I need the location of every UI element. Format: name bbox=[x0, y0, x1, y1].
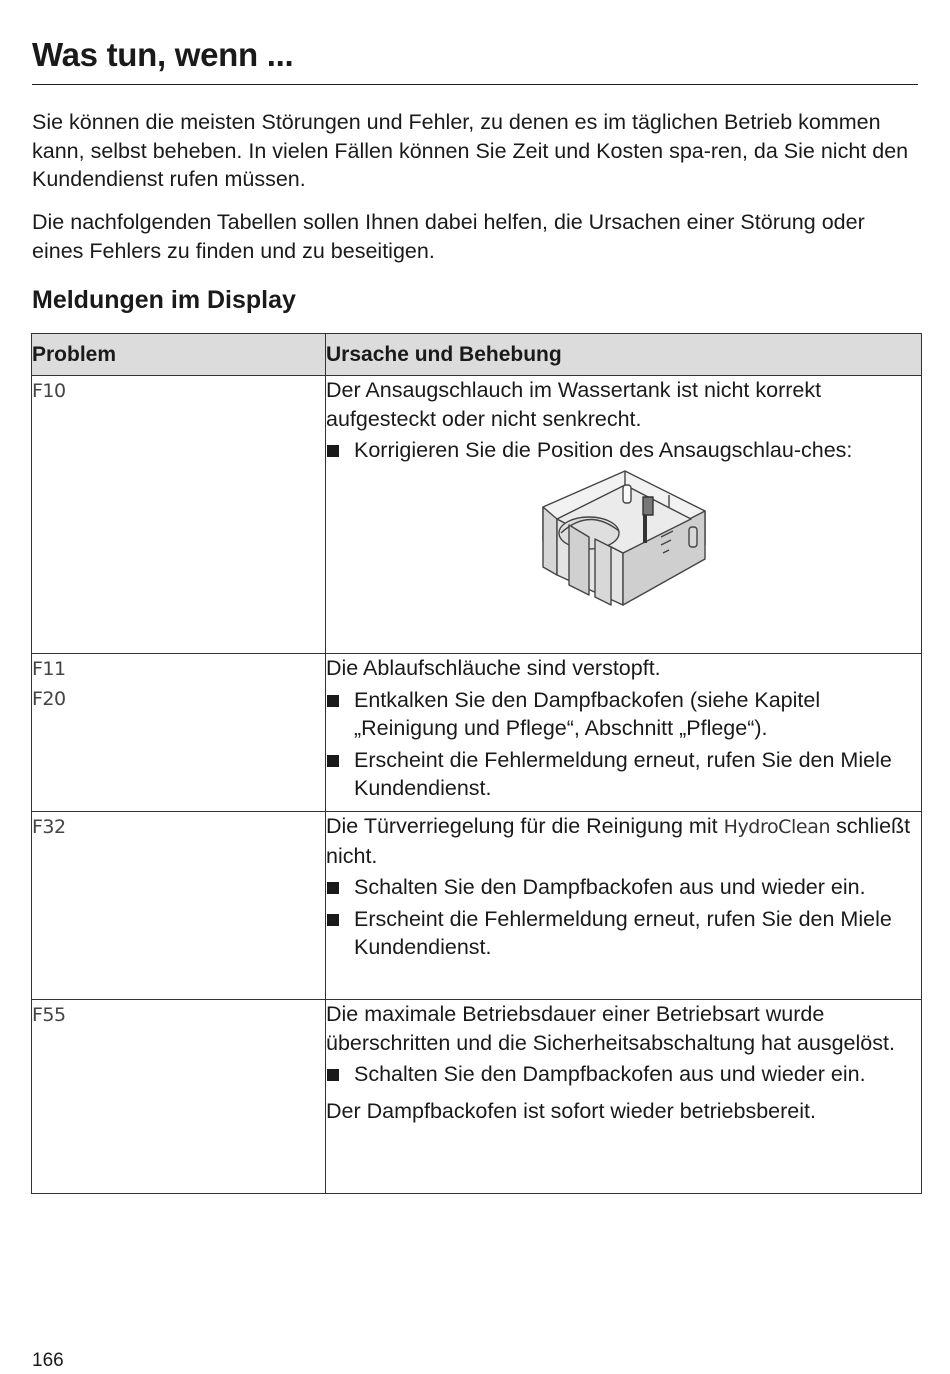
header-cause: Ursache und Behebung bbox=[326, 334, 922, 376]
cause-text: Die maximale Betriebsdauer einer Betriebsart wurde überschritten und die Sicherheitsabschaltung hat ausgelöst. bbox=[326, 1002, 895, 1055]
water-tank-illustration bbox=[326, 465, 921, 613]
action-item bbox=[326, 436, 921, 465]
action-text: Korrigieren Sie die Position des Ansaugschlau-ches: bbox=[354, 438, 853, 462]
error-table bbox=[31, 333, 922, 1194]
error-code: F20 bbox=[32, 688, 66, 710]
action-text: Erscheint die Fehlermeldung erneut, rufen Sie den Miele Kundendienst. bbox=[354, 906, 892, 959]
error-code: F10 bbox=[32, 380, 66, 402]
error-code-cell bbox=[32, 812, 326, 1000]
page-number: 166 bbox=[32, 1350, 64, 1371]
water-tank-icon bbox=[539, 467, 709, 609]
section-heading: Meldungen im Display bbox=[32, 286, 296, 314]
error-code: F55 bbox=[32, 1004, 66, 1026]
error-code: F32 bbox=[32, 816, 66, 838]
header-problem: Problem bbox=[32, 334, 326, 376]
action-item bbox=[326, 1060, 921, 1089]
cause-text bbox=[326, 812, 921, 870]
action-text: Schalten Sie den Dampfbackofen aus und wieder ein. bbox=[354, 875, 866, 899]
table-row bbox=[32, 376, 922, 654]
intro-paragraph-1 bbox=[32, 108, 917, 194]
cause-text-start: Die Türverriegelung für die Reinigung mit bbox=[326, 814, 718, 838]
cause-text-end: schließt nicht. bbox=[326, 814, 911, 868]
intro-paragraph-2 bbox=[32, 208, 917, 265]
error-code-cell bbox=[32, 376, 326, 654]
table-row bbox=[32, 1000, 922, 1194]
action-text: Erscheint die Fehlermeldung erneut, rufen Sie den Miele Kundendienst. bbox=[354, 747, 892, 800]
title-divider bbox=[32, 84, 918, 85]
action-text: Schalten Sie den Dampfbackofen aus und wieder ein. bbox=[354, 1062, 866, 1086]
table-row bbox=[32, 812, 922, 1000]
table-row bbox=[32, 654, 922, 812]
intro-text-2: Die nachfolgenden Tabellen sollen Ihnen dabei helfen, die Ursachen einer Störung oder eines Fehlers zu finden und zu beseitigen. bbox=[32, 210, 865, 263]
cause-cell bbox=[326, 654, 922, 812]
cause-cell bbox=[326, 376, 922, 654]
program-name: HydroClean bbox=[723, 816, 831, 838]
intro-text-1: Sie können die meisten Störungen und Fehler, zu denen es im täglichen Betrieb kommen kann, selbst beheben. In vielen Fällen können Sie Zeit und Kosten spa-ren, da Sie nicht den Kundendienst rufen müssen. bbox=[32, 110, 909, 191]
table-header-row bbox=[32, 334, 922, 376]
action-item bbox=[326, 686, 921, 743]
cause-text: Der Ansaugschlauch im Wassertank ist nicht korrekt aufgesteckt oder nicht senkrecht. bbox=[326, 378, 822, 431]
cause-cell bbox=[326, 812, 922, 1000]
error-code: F11 bbox=[32, 658, 66, 680]
cause-text: Die Ablaufschläuche sind verstopft. bbox=[326, 656, 661, 680]
error-code-cell bbox=[32, 1000, 326, 1194]
action-item bbox=[326, 905, 921, 962]
status-note: Der Dampfbackofen ist sofort wieder betriebsbereit. bbox=[326, 1098, 816, 1123]
action-text: Entkalken Sie den Dampfbackofen (siehe Kapitel „Reinigung und Pflege“, Abschnitt „Pflege“). bbox=[354, 687, 821, 740]
error-code-cell bbox=[32, 654, 326, 812]
page-title: Was tun, wenn ... bbox=[32, 36, 294, 73]
action-item bbox=[326, 746, 921, 803]
cause-cell bbox=[326, 1000, 922, 1194]
action-item bbox=[326, 873, 921, 902]
